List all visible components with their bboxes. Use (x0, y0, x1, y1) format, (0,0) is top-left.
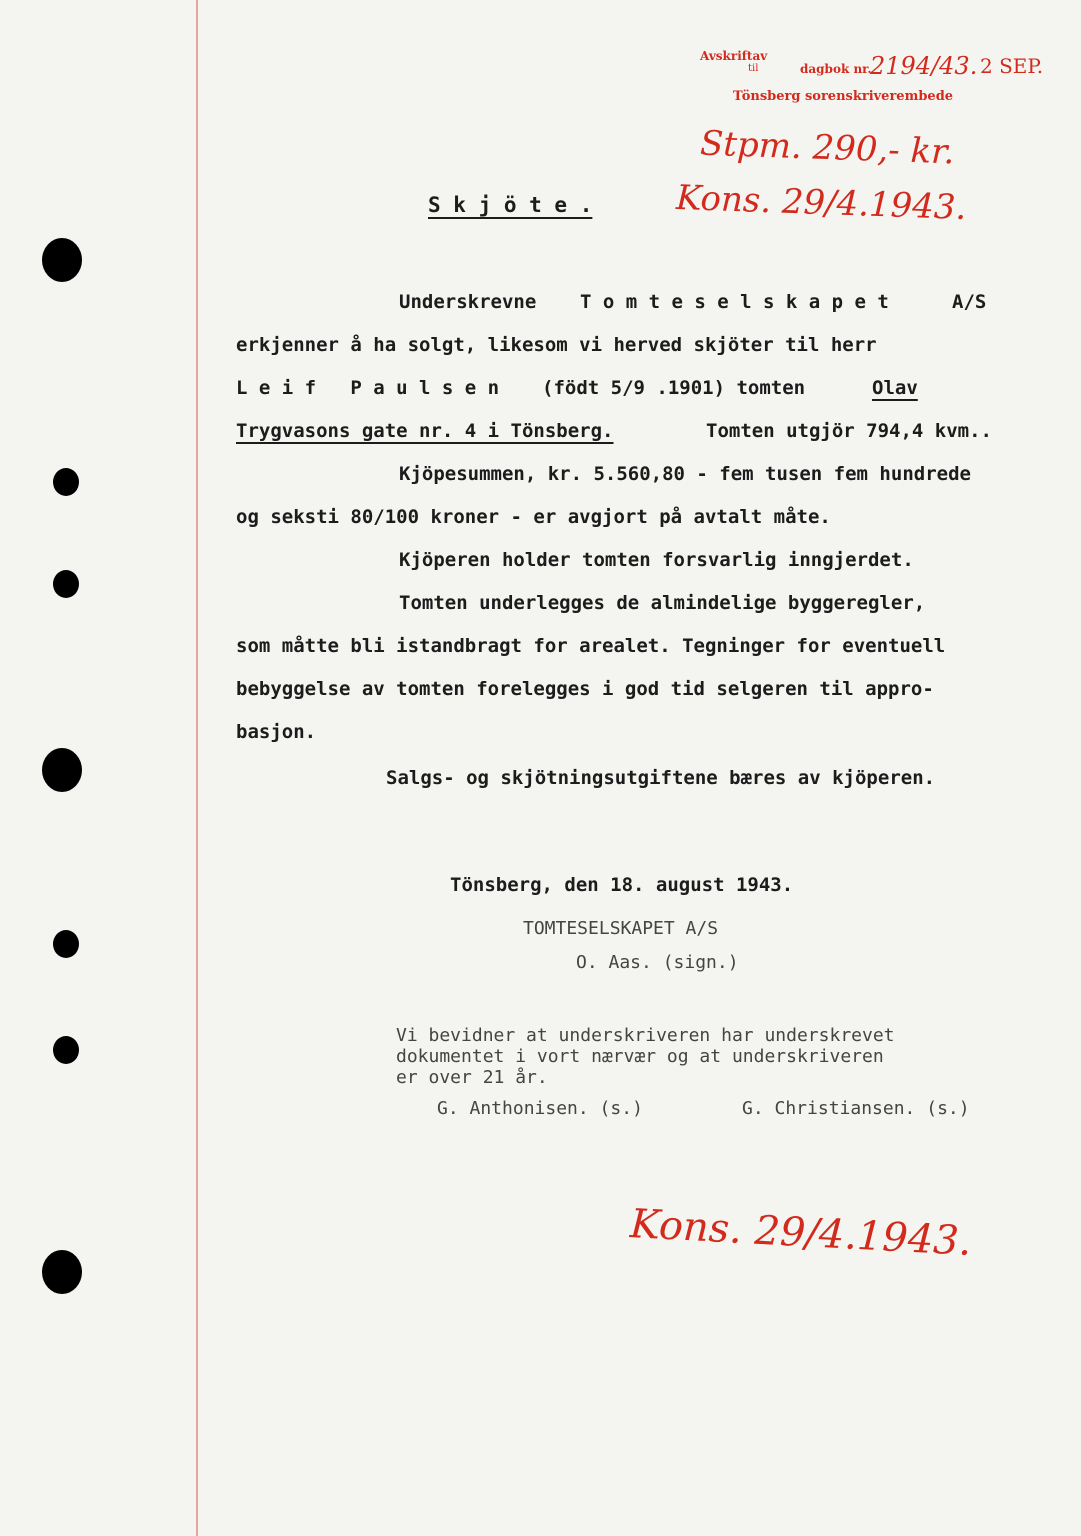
kons-annotation-top: Kons. 29/4.1943. (675, 177, 968, 229)
punch-hole-6 (53, 1036, 79, 1064)
body-line-12: Salgs- og skjötningsutgiftene bæres av kjöperen. (386, 767, 936, 789)
punch-hole-7 (42, 1250, 82, 1294)
body-line-1b: T o m t e s e l s k a p e t (580, 291, 889, 313)
stamp-office: Tönsberg sorenskriverembede (733, 89, 954, 104)
body-line-6: og seksti 80/100 kroner - er avgjort på avtalt måte. (236, 506, 831, 528)
punch-hole-4 (42, 748, 82, 792)
company-name: TOMTESELSKAPET A/S (523, 918, 719, 939)
body-line-1a: Underskrevne (399, 291, 537, 313)
punch-hole-2 (53, 468, 79, 496)
witness-name-1: G. Anthonisen. (s.) (437, 1098, 643, 1119)
body-line-7: Kjöperen holder tomten forsvarlig inngjerdet. (399, 549, 914, 571)
body-line-2: erkjenner å ha solgt, likesom vi herved skjöter til herr (236, 334, 877, 356)
stamp-dagbok-number: 2194/43. (870, 52, 978, 80)
body-line-3c: Olav (872, 377, 918, 399)
stamp-date: 2 SEP. (980, 54, 1044, 78)
stamp-line1-b: dagbok nr. (800, 62, 872, 76)
witness-name-2: G. Christiansen. (s.) (742, 1098, 970, 1119)
stempel-annotation: Stpm. 290,- kr. (699, 123, 956, 173)
witness-line-1: Vi bevidner at underskriveren har underskrevet (396, 1025, 895, 1046)
witness-line-2: dokumentet i vort nærvær og at underskriveren (396, 1046, 884, 1067)
body-line-10: bebyggelse av tomten forelegges i god tid selgeren til appro- (236, 678, 934, 700)
body-line-3b: (födt 5/9 .1901) tomten (542, 377, 806, 399)
body-line-4a: Trygvasons gate nr. 4 i Tönsberg. (236, 420, 614, 442)
body-line-11: basjon. (236, 721, 317, 743)
place-and-date: Tönsberg, den 18. august 1943. (450, 874, 794, 896)
witness-line-3: er over 21 år. (396, 1067, 548, 1088)
body-line-4b: Tomten utgjör 794,4 kvm.. (706, 420, 992, 442)
punch-hole-5 (53, 930, 79, 958)
stamp-line1-a: Avskriftav (700, 49, 768, 63)
kons-annotation-bottom: Kons. 29/4.1943. (629, 1201, 973, 1265)
signer-name: O. Aas. (sign.) (576, 952, 739, 973)
body-line-9: som måtte bli istandbragt for arealet. Tegninger for eventuell (236, 635, 946, 657)
document-title: S k j ö t e . (428, 193, 593, 217)
body-line-5: Kjöpesummen, kr. 5.560,80 - fem tusen fem hundrede (399, 463, 971, 485)
body-line-8: Tomten underlegges de almindelige byggeregler, (399, 592, 926, 614)
punch-hole-1 (42, 238, 82, 282)
punch-hole-3 (53, 570, 79, 598)
body-line-1c: A/S (952, 291, 987, 313)
body-line-3a: L e i f P a u l s e n (236, 377, 500, 399)
margin-line (196, 0, 198, 1536)
stamp-line1-sub: til (748, 63, 759, 74)
